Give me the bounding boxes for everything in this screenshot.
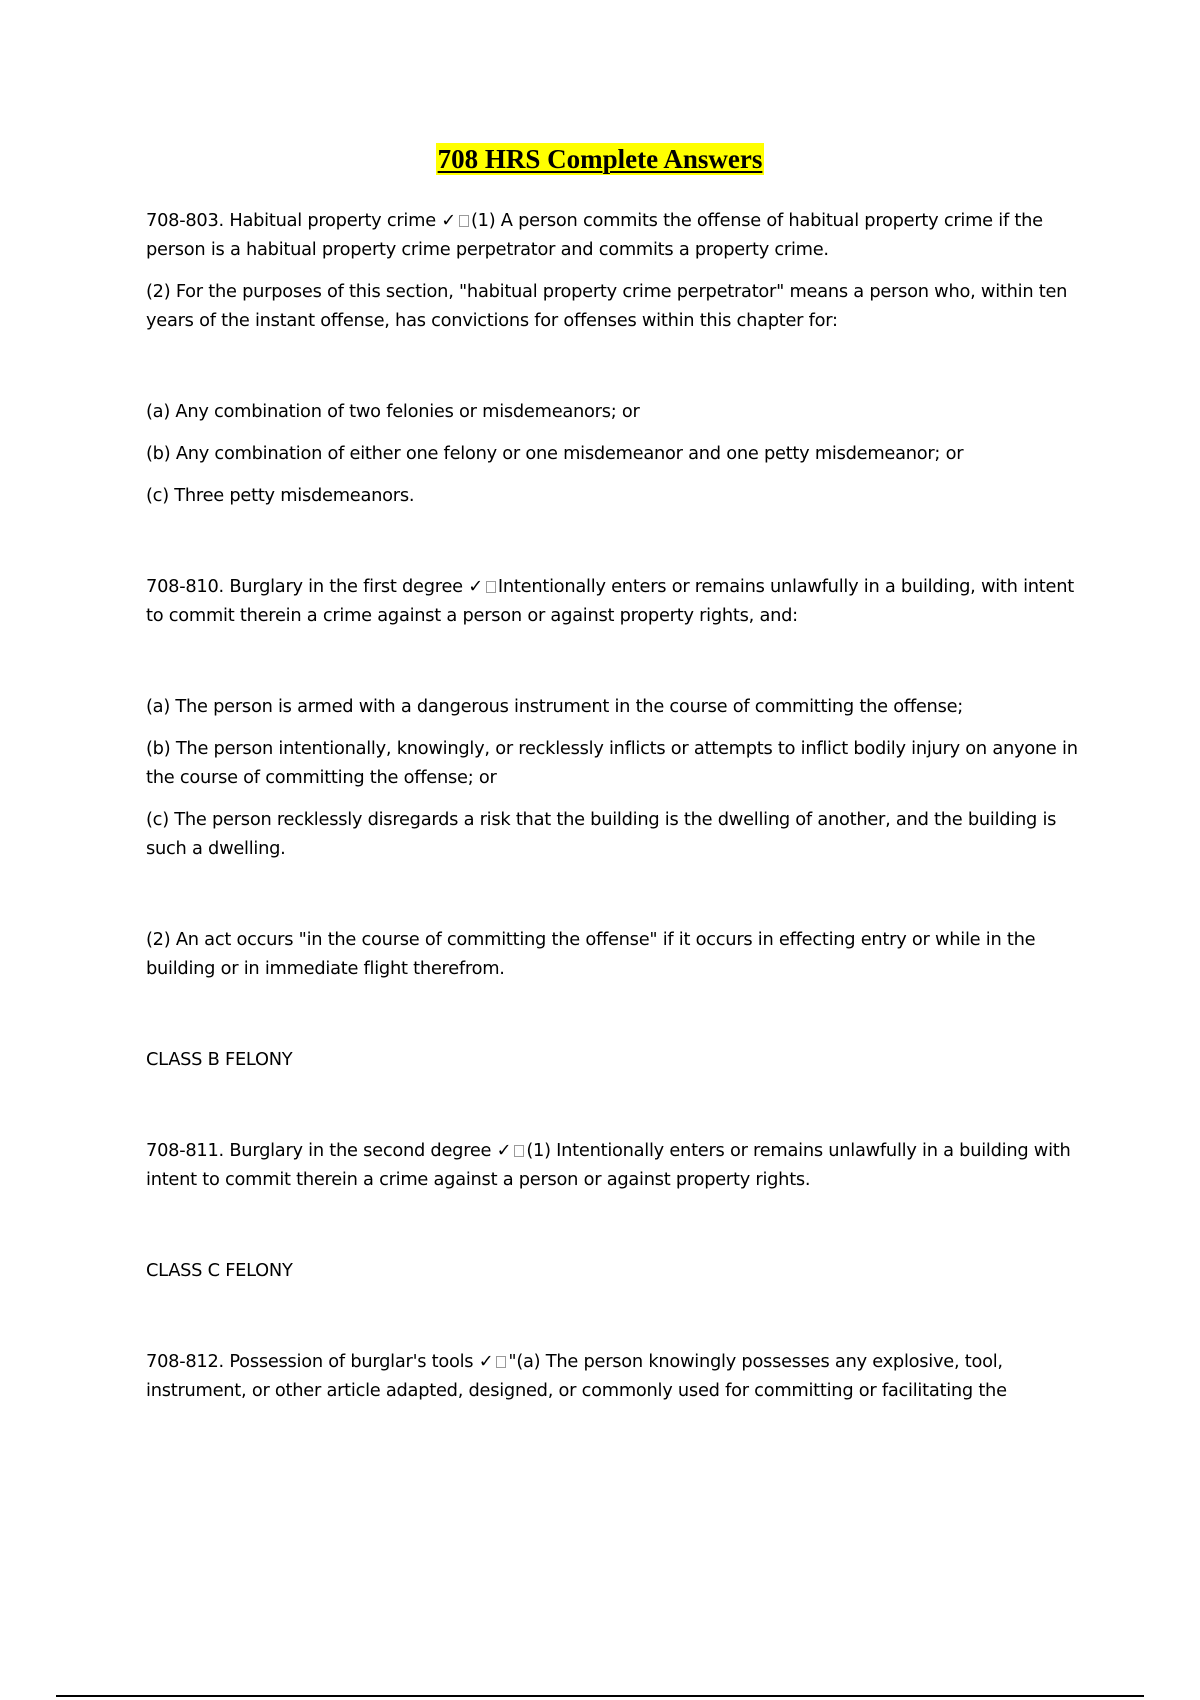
empty-box-icon [514, 1145, 524, 1157]
list-item: (c) Three petty misdemeanors. [146, 485, 415, 506]
checkmark-icon: ✓ [468, 576, 483, 597]
entry-heading: 708-811. Burglary in the second degree [146, 1140, 492, 1161]
entry-heading: 708-810. Burglary in the first degree [146, 576, 463, 597]
entry-708-803 [146, 206, 1086, 264]
empty-box-icon [496, 1356, 506, 1368]
entry-answer: Intentionally enters or remains unlawfully in a building, with intent to commit therein a crime against a person or against property rights, and: [146, 576, 1074, 626]
entry-708-810 [146, 572, 1086, 630]
class-label: CLASS B FELONY [146, 1049, 293, 1070]
entry-answer: "(a) The person knowingly possesses any explosive, tool, instrument, or other article adapted, designed, or commonly used for committing or facilitating the [146, 1351, 1007, 1401]
list-item: (a) The person is armed with a dangerous instrument in the course of committing the offense; [146, 696, 964, 717]
entry-708-811 [146, 1136, 1086, 1194]
paragraph: (2) An act occurs "in the course of committing the offense" if it occurs in effecting entry or while in the building or in immediate flight therefrom. [146, 929, 1036, 979]
checkmark-icon: ✓ [496, 1140, 512, 1161]
list-item: (b) Any combination of either one felony or one misdemeanor and one petty misdemeanor; or [146, 443, 964, 464]
page-title: 708 HRS Complete Answers [437, 144, 763, 174]
paragraph: (2) For the purposes of this section, "habitual property crime perpetrator" means a person who, within ten years of the instant offense, has convictions for offenses within this chapter for: [146, 281, 1068, 331]
document-body [146, 206, 1086, 1405]
list-item: (c) The person recklessly disregards a risk that the building is the dwelling of another, and the building is such a dwelling. [146, 809, 1057, 859]
entry-708-812 [146, 1347, 1086, 1405]
entry-heading: 708-812. Possession of burglar's tools [146, 1351, 474, 1372]
empty-box-icon [459, 215, 469, 227]
entry-heading: 708-803. Habitual property crime [146, 210, 436, 231]
entry-answer: (1) A person commits the offense of habitual property crime if the person is a habitual property crime perpetrator and commits a property crime. [146, 210, 1043, 260]
list-item: (b) The person intentionally, knowingly, or recklessly inflicts or attempts to inflict bodily injury on anyone in the course of committing the offense; or [146, 738, 1078, 788]
empty-box-icon [486, 581, 496, 593]
checkmark-icon: ✓ [441, 210, 456, 231]
title-container [0, 143, 1200, 175]
list-item: (a) Any combination of two felonies or misdemeanors; or [146, 401, 640, 422]
footer-divider [56, 1695, 1144, 1697]
entry-answer: (1) Intentionally enters or remains unlawfully in a building with intent to commit therein a crime against a person or against property rights. [146, 1140, 1071, 1190]
checkmark-icon: ✓ [478, 1351, 494, 1372]
class-label: CLASS C FELONY [146, 1260, 293, 1281]
